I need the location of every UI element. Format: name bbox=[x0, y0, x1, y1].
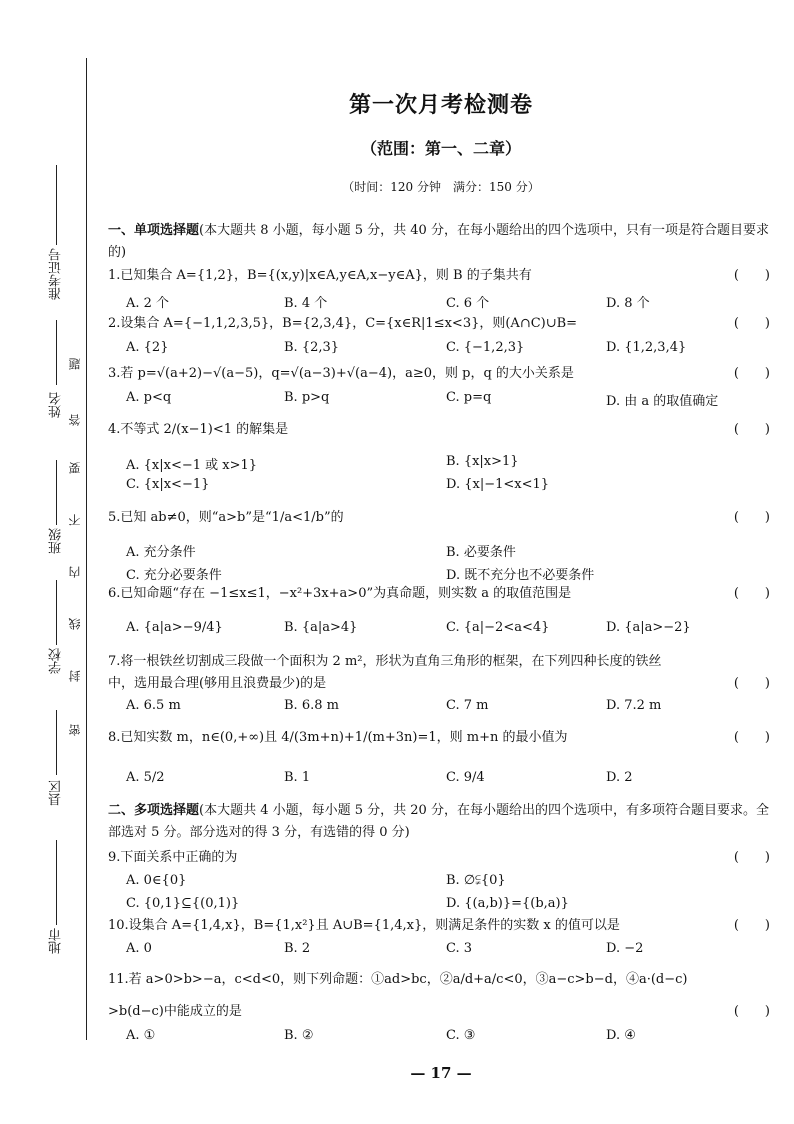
option[interactable]: B. {2,3} bbox=[284, 340, 340, 355]
field-line bbox=[56, 165, 57, 245]
option[interactable]: D. 7.2 m bbox=[606, 698, 662, 713]
option[interactable]: B. p>q bbox=[284, 390, 330, 405]
option[interactable]: D. 由 a 的取值确定 bbox=[606, 394, 719, 409]
option[interactable]: B. 6.8 m bbox=[284, 698, 339, 713]
option[interactable]: A. 0∈{0} bbox=[126, 873, 187, 888]
question-stem: 1.已知集合 A={1,2}，B={(x,y)|x∈A,y∈A,x−y∈A}，则 B 的子集共有 ( ) bbox=[108, 268, 770, 283]
option[interactable]: C. {0,1}⊆{(0,1)} bbox=[126, 896, 240, 911]
option[interactable]: D. {x|−1<x<1} bbox=[446, 477, 550, 492]
seal-char: 要 bbox=[68, 462, 82, 474]
question-stem: 10.设集合 A={1,4,x}，B={1,x²}且 A∪B={1,4,x}，则满足条件的实数 x 的值可以是 ( ) bbox=[108, 918, 770, 933]
question-stem: 7.将一根铁丝切割成三段做一个面积为 2 m²，形状为直角三角形的框架，在下列四种长度的铁丝 bbox=[108, 654, 662, 669]
option[interactable]: A. {a|a>−9/4} bbox=[126, 620, 223, 635]
page-title: 第一次月考检测卷 bbox=[348, 92, 533, 118]
question-stem: 9.下面关系中正确的为 ( ) bbox=[108, 850, 770, 865]
section-header bbox=[108, 220, 774, 264]
section-heading: 二、多项选择题 bbox=[108, 803, 200, 818]
exam-meta: （时间：120 分钟 满分：150 分） bbox=[342, 180, 540, 194]
option[interactable]: C. 3 bbox=[446, 941, 473, 956]
option[interactable]: C. ③ bbox=[446, 1028, 476, 1043]
field-line bbox=[56, 460, 57, 525]
field-line bbox=[56, 320, 57, 385]
question-stem: 11.若 a>0>b>−a，c<d<0，则下列命题：①ad>bc，②a/d+a/c<0，③a−c>b−d，④a·(d−c) bbox=[108, 972, 688, 987]
exam-page bbox=[108, 0, 774, 1124]
option[interactable]: A. 2 个 bbox=[126, 296, 170, 311]
option[interactable]: B. 4 个 bbox=[284, 296, 328, 311]
seal-char: 封 bbox=[68, 670, 82, 682]
page-number: — 17 — bbox=[410, 1064, 472, 1082]
field-line bbox=[56, 710, 57, 775]
page-subtitle: （范围：第一、二章） bbox=[360, 139, 521, 158]
question-stem: 2.设集合 A={−1,1,2,3,5}，B={2,3,4}，C={x∈R|1≤x<3}，则(A∩C)∪B= ( ) bbox=[108, 316, 770, 331]
field-line bbox=[56, 580, 57, 645]
option[interactable]: B. ∅⫋{0} bbox=[446, 873, 506, 888]
option[interactable]: D. ④ bbox=[606, 1028, 636, 1043]
option[interactable]: C. {a|−2<a<4} bbox=[446, 620, 550, 635]
option[interactable]: A. 6.5 m bbox=[126, 698, 181, 713]
question-stem: 3.若 p=√(a+2)−√(a−5)，q=√(a−3)+√(a−4)，a≥0，则 p，q 的大小关系是 ( ) bbox=[108, 366, 770, 381]
option[interactable]: D. 2 bbox=[606, 770, 633, 785]
field-label: 县区 bbox=[49, 780, 64, 806]
option[interactable]: D. {(a,b)}={(b,a)} bbox=[446, 896, 569, 911]
question-stem: 6.已知命题“存在 −1≤x≤1，−x²+3x+a>0”为真命题，则实数 a 的取值范围是 ( ) bbox=[108, 586, 770, 601]
field-label: 姓名 bbox=[49, 392, 64, 418]
option[interactable]: A. p<q bbox=[126, 390, 172, 405]
option[interactable]: C. 充分必要条件 bbox=[126, 568, 222, 583]
question-stem: 8.已知实数 m，n∈(0,+∞)且 4/(3m+n)+1/(m+3n)=1，则 m+n 的最小值为 ( ) bbox=[108, 730, 770, 745]
option[interactable]: C. p=q bbox=[446, 390, 492, 405]
option[interactable]: D. {1,2,3,4} bbox=[606, 340, 687, 355]
question-stem: 中，选用最合理(够用且浪费最少)的是 ( ) bbox=[108, 676, 770, 691]
option[interactable]: A. ① bbox=[126, 1028, 156, 1043]
binding-line bbox=[86, 58, 87, 1040]
option[interactable]: B. 必要条件 bbox=[446, 545, 516, 560]
seal-char: 密 bbox=[68, 724, 82, 736]
field-label: 准考证号 bbox=[49, 248, 64, 300]
option[interactable]: D. 既不充分也不必要条件 bbox=[446, 568, 595, 583]
section-header bbox=[108, 800, 774, 844]
option[interactable]: C. 7 m bbox=[446, 698, 489, 713]
option[interactable]: C. {−1,2,3} bbox=[446, 340, 525, 355]
option[interactable]: C. 9/4 bbox=[446, 770, 485, 785]
field-label: 地市 bbox=[49, 928, 64, 954]
binding-margin bbox=[0, 0, 100, 1124]
option[interactable]: A. 5/2 bbox=[126, 770, 165, 785]
option[interactable]: B. {x|x>1} bbox=[446, 454, 519, 469]
field-line bbox=[56, 840, 57, 925]
section-desc: (本大题共 4 小题，每小题 5 分，共 20 分，在每小题给出的四个选项中，有多项符合题目要求。全部选对 5 分。部分选对的得 3 分，有选错的得 0 分) bbox=[108, 803, 769, 840]
option[interactable]: A. 0 bbox=[126, 941, 152, 956]
option[interactable]: B. ② bbox=[284, 1028, 314, 1043]
question-stem: >b(d−c)中能成立的是 ( ) bbox=[108, 1004, 770, 1019]
option[interactable]: C. 6 个 bbox=[446, 296, 490, 311]
option[interactable]: A. 充分条件 bbox=[126, 545, 196, 560]
section-heading: 一、单项选择题 bbox=[108, 223, 200, 238]
seal-char: 不 bbox=[68, 514, 82, 526]
option[interactable]: A. {2} bbox=[126, 340, 169, 355]
section-desc: (本大题共 8 小题，每小题 5 分，共 40 分，在每小题给出的四个选项中，只有一项是符合题目要求的) bbox=[108, 223, 769, 260]
option[interactable]: B. 2 bbox=[284, 941, 311, 956]
option[interactable]: D. −2 bbox=[606, 941, 644, 956]
question-stem: 5.已知 ab≠0，则“a>b”是“1/a<1/b”的 ( ) bbox=[108, 510, 770, 525]
option[interactable]: D. {a|a>−2} bbox=[606, 620, 691, 635]
option[interactable]: D. 8 个 bbox=[606, 296, 650, 311]
seal-char: 线 bbox=[68, 618, 82, 630]
option[interactable]: C. {x|x<−1} bbox=[126, 477, 210, 492]
question-stem: 4.不等式 2/(x−1)<1 的解集是 ( ) bbox=[108, 422, 770, 437]
option[interactable]: B. {a|a>4} bbox=[284, 620, 358, 635]
field-label: 学校 bbox=[49, 648, 64, 674]
option[interactable]: A. {x|x<−1 或 x>1} bbox=[126, 458, 258, 473]
seal-char: 题 bbox=[68, 358, 82, 370]
option[interactable]: B. 1 bbox=[284, 770, 311, 785]
seal-char: 内 bbox=[68, 566, 82, 578]
seal-char: 答 bbox=[68, 414, 82, 426]
field-label: 班级 bbox=[49, 528, 64, 554]
